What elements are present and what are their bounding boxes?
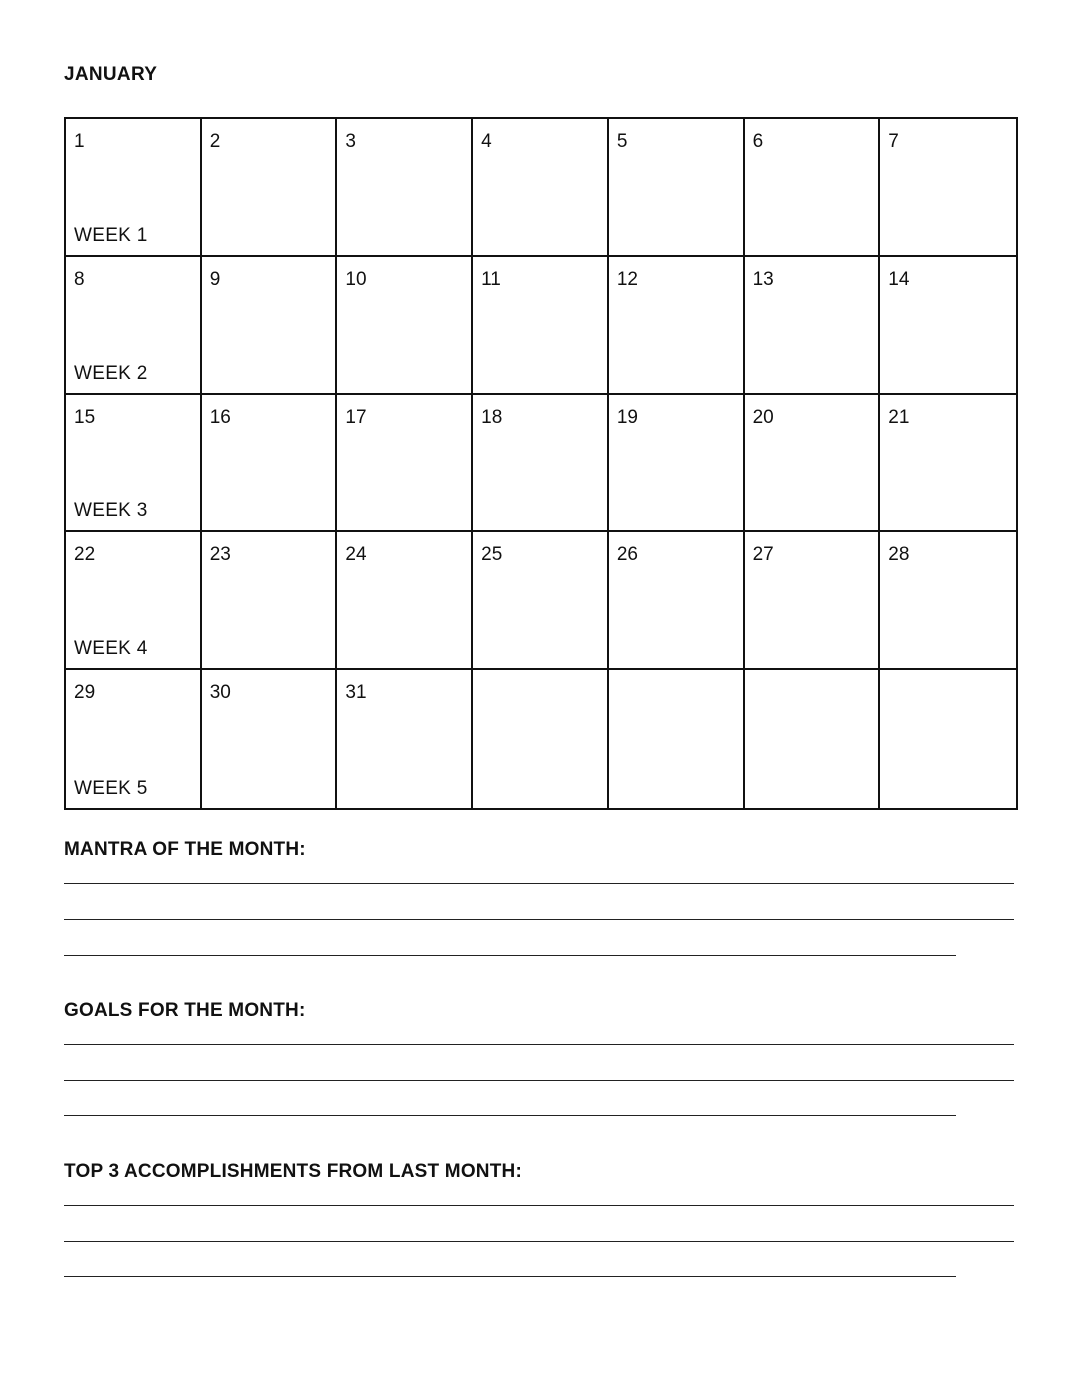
- day-number: 29: [74, 682, 96, 704]
- accomplishments-line-1[interactable]: [64, 1205, 1014, 1206]
- day-number: 28: [888, 544, 910, 566]
- week-label: WEEK 3: [74, 500, 148, 522]
- day-cell[interactable]: [66, 670, 202, 808]
- day-cell[interactable]: [880, 532, 1016, 670]
- day-number: 18: [481, 406, 503, 428]
- day-cell[interactable]: [66, 532, 202, 670]
- calendar-grid: [64, 117, 1018, 810]
- day-number: 24: [345, 544, 367, 566]
- day-number: 21: [888, 406, 910, 428]
- day-number: 2: [209, 131, 221, 152]
- day-cell[interactable]: [880, 119, 1016, 257]
- mantra-line-1[interactable]: [64, 883, 1014, 884]
- day-cell[interactable]: [473, 395, 609, 533]
- day-number: 8: [74, 268, 85, 290]
- day-cell[interactable]: [66, 119, 202, 257]
- day-number: 9: [209, 268, 221, 290]
- empty-day-cell[interactable]: [609, 670, 745, 808]
- day-cell[interactable]: [880, 395, 1016, 533]
- week-label: WEEK 5: [74, 778, 148, 799]
- day-number: 7: [888, 131, 899, 152]
- goals-line-1[interactable]: [64, 1044, 1014, 1045]
- day-number: 19: [616, 406, 638, 428]
- empty-day-cell[interactable]: [880, 670, 1016, 808]
- week-label: WEEK 1: [74, 224, 148, 246]
- day-number: 14: [888, 268, 910, 290]
- day-cell[interactable]: [202, 670, 338, 808]
- day-number: 15: [74, 406, 96, 428]
- day-number: 27: [752, 544, 774, 566]
- day-number: 30: [209, 682, 231, 704]
- day-cell[interactable]: [337, 670, 473, 808]
- day-number: 12: [616, 268, 638, 290]
- day-cell[interactable]: [609, 532, 745, 670]
- accomplishments-line-2[interactable]: [64, 1241, 1014, 1242]
- goals-line-2[interactable]: [64, 1080, 1014, 1081]
- day-number: 23: [209, 544, 231, 566]
- day-cell[interactable]: [202, 257, 338, 395]
- day-number: 31: [345, 682, 367, 704]
- week-label: WEEK 2: [74, 362, 148, 384]
- day-number: 13: [752, 268, 774, 290]
- day-cell[interactable]: [473, 532, 609, 670]
- day-number: 6: [752, 131, 764, 152]
- day-number: 22: [74, 544, 96, 566]
- day-cell[interactable]: [745, 532, 881, 670]
- day-cell[interactable]: [609, 257, 745, 395]
- day-cell[interactable]: [202, 395, 338, 533]
- day-number: 17: [345, 406, 367, 428]
- mantra-line-3[interactable]: [64, 955, 956, 956]
- mantra-heading: MANTRA OF THE MONTH:: [64, 839, 306, 860]
- day-cell[interactable]: [66, 257, 202, 395]
- day-cell[interactable]: [473, 119, 609, 257]
- day-cell[interactable]: [745, 257, 881, 395]
- day-number: 20: [752, 406, 774, 428]
- day-cell[interactable]: [880, 257, 1016, 395]
- day-cell[interactable]: [66, 395, 202, 533]
- day-number: 1: [74, 131, 85, 152]
- empty-day-cell[interactable]: [745, 670, 881, 808]
- goals-line-3[interactable]: [64, 1115, 956, 1116]
- empty-day-cell[interactable]: [473, 670, 609, 808]
- day-cell[interactable]: [473, 257, 609, 395]
- day-cell[interactable]: [745, 395, 881, 533]
- day-cell[interactable]: [337, 532, 473, 670]
- day-cell[interactable]: [337, 395, 473, 533]
- day-cell[interactable]: [609, 119, 745, 257]
- day-number: 5: [616, 131, 628, 152]
- day-cell[interactable]: [202, 532, 338, 670]
- day-number: 11: [481, 268, 501, 290]
- day-cell[interactable]: [609, 395, 745, 533]
- day-cell[interactable]: [745, 119, 881, 257]
- accomplishments-heading: TOP 3 ACCOMPLISHMENTS FROM LAST MONTH:: [64, 1161, 522, 1182]
- month-title: JANUARY: [64, 64, 158, 85]
- accomplishments-line-3[interactable]: [64, 1276, 956, 1277]
- week-label: WEEK 4: [74, 638, 148, 660]
- day-cell[interactable]: [202, 119, 338, 257]
- mantra-line-2[interactable]: [64, 919, 1014, 920]
- day-cell[interactable]: [337, 119, 473, 257]
- goals-heading: GOALS FOR THE MONTH:: [64, 1000, 306, 1021]
- day-number: 10: [345, 268, 367, 290]
- day-number: 3: [345, 131, 356, 152]
- day-number: 26: [616, 544, 638, 566]
- day-number: 4: [481, 131, 492, 152]
- day-number: 16: [209, 406, 231, 428]
- day-cell[interactable]: [337, 257, 473, 395]
- day-number: 25: [481, 544, 503, 566]
